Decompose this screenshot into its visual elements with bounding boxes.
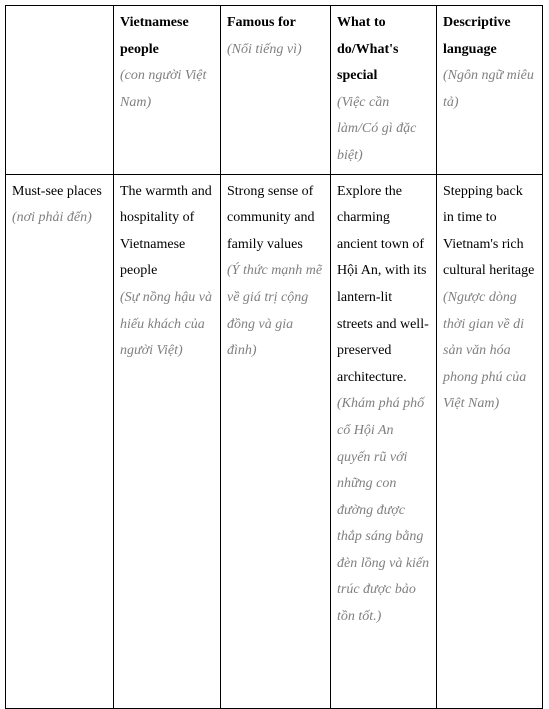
header-cell-vietnamese-people [114, 6, 221, 175]
cell-text: Stepping back in time to Vietnam's rich cultural heritage [443, 183, 535, 279]
cell-text: Must-see places [12, 183, 102, 199]
header-label: What to do/What's special [337, 15, 399, 84]
cell-descriptive-language [437, 174, 543, 708]
cell-translation: (Ngược dòng thời gian về di sản văn hóa phong phú của Việt Nam) [443, 289, 527, 412]
cell-translation: (Ý thức mạnh mẽ về giá trị cộng đồng và gia đình) [227, 263, 323, 359]
cell-text: Strong sense of community and family values [227, 183, 315, 252]
cell-text: Explore the charming ancient town of Hội An, with its lantern-lit streets and well-preserved architecture. [337, 183, 429, 385]
table-row [6, 174, 543, 708]
header-label: Vietnamese people [120, 15, 189, 57]
cell-translation: (nơi phải đến) [12, 210, 92, 226]
header-cell-empty [6, 6, 114, 175]
cell-vietnamese-people [114, 174, 221, 708]
header-row [6, 6, 543, 175]
comparison-table [5, 5, 543, 709]
header-label: Descriptive language [443, 15, 511, 57]
header-cell-famous-for [221, 6, 331, 175]
cell-translation: (Khám phá phố cổ Hội An quyến rũ với những con đường được thắp sáng bằng đèn lồng và kiến trúc được bảo tồn tốt.) [337, 396, 430, 625]
header-translation: (Nổi tiếng vì) [227, 41, 302, 57]
cell-famous-for [221, 174, 331, 708]
header-translation: (Ngôn ngữ miêu tả) [443, 68, 534, 110]
header-cell-what-to-do [331, 6, 437, 175]
header-cell-descriptive-language [437, 6, 543, 175]
header-label: Famous for [227, 15, 296, 30]
header-translation: (con người Việt Nam) [120, 68, 207, 110]
cell-text: The warmth and hospitality of Vietnamese people [120, 183, 212, 279]
cell-translation: (Sự nồng hậu và hiếu khách của người Việt) [120, 289, 213, 359]
cell-what-to-do [331, 174, 437, 708]
header-translation: (Việc cần làm/Có gì đặc biệt) [337, 94, 417, 163]
row-label-cell [6, 174, 114, 708]
